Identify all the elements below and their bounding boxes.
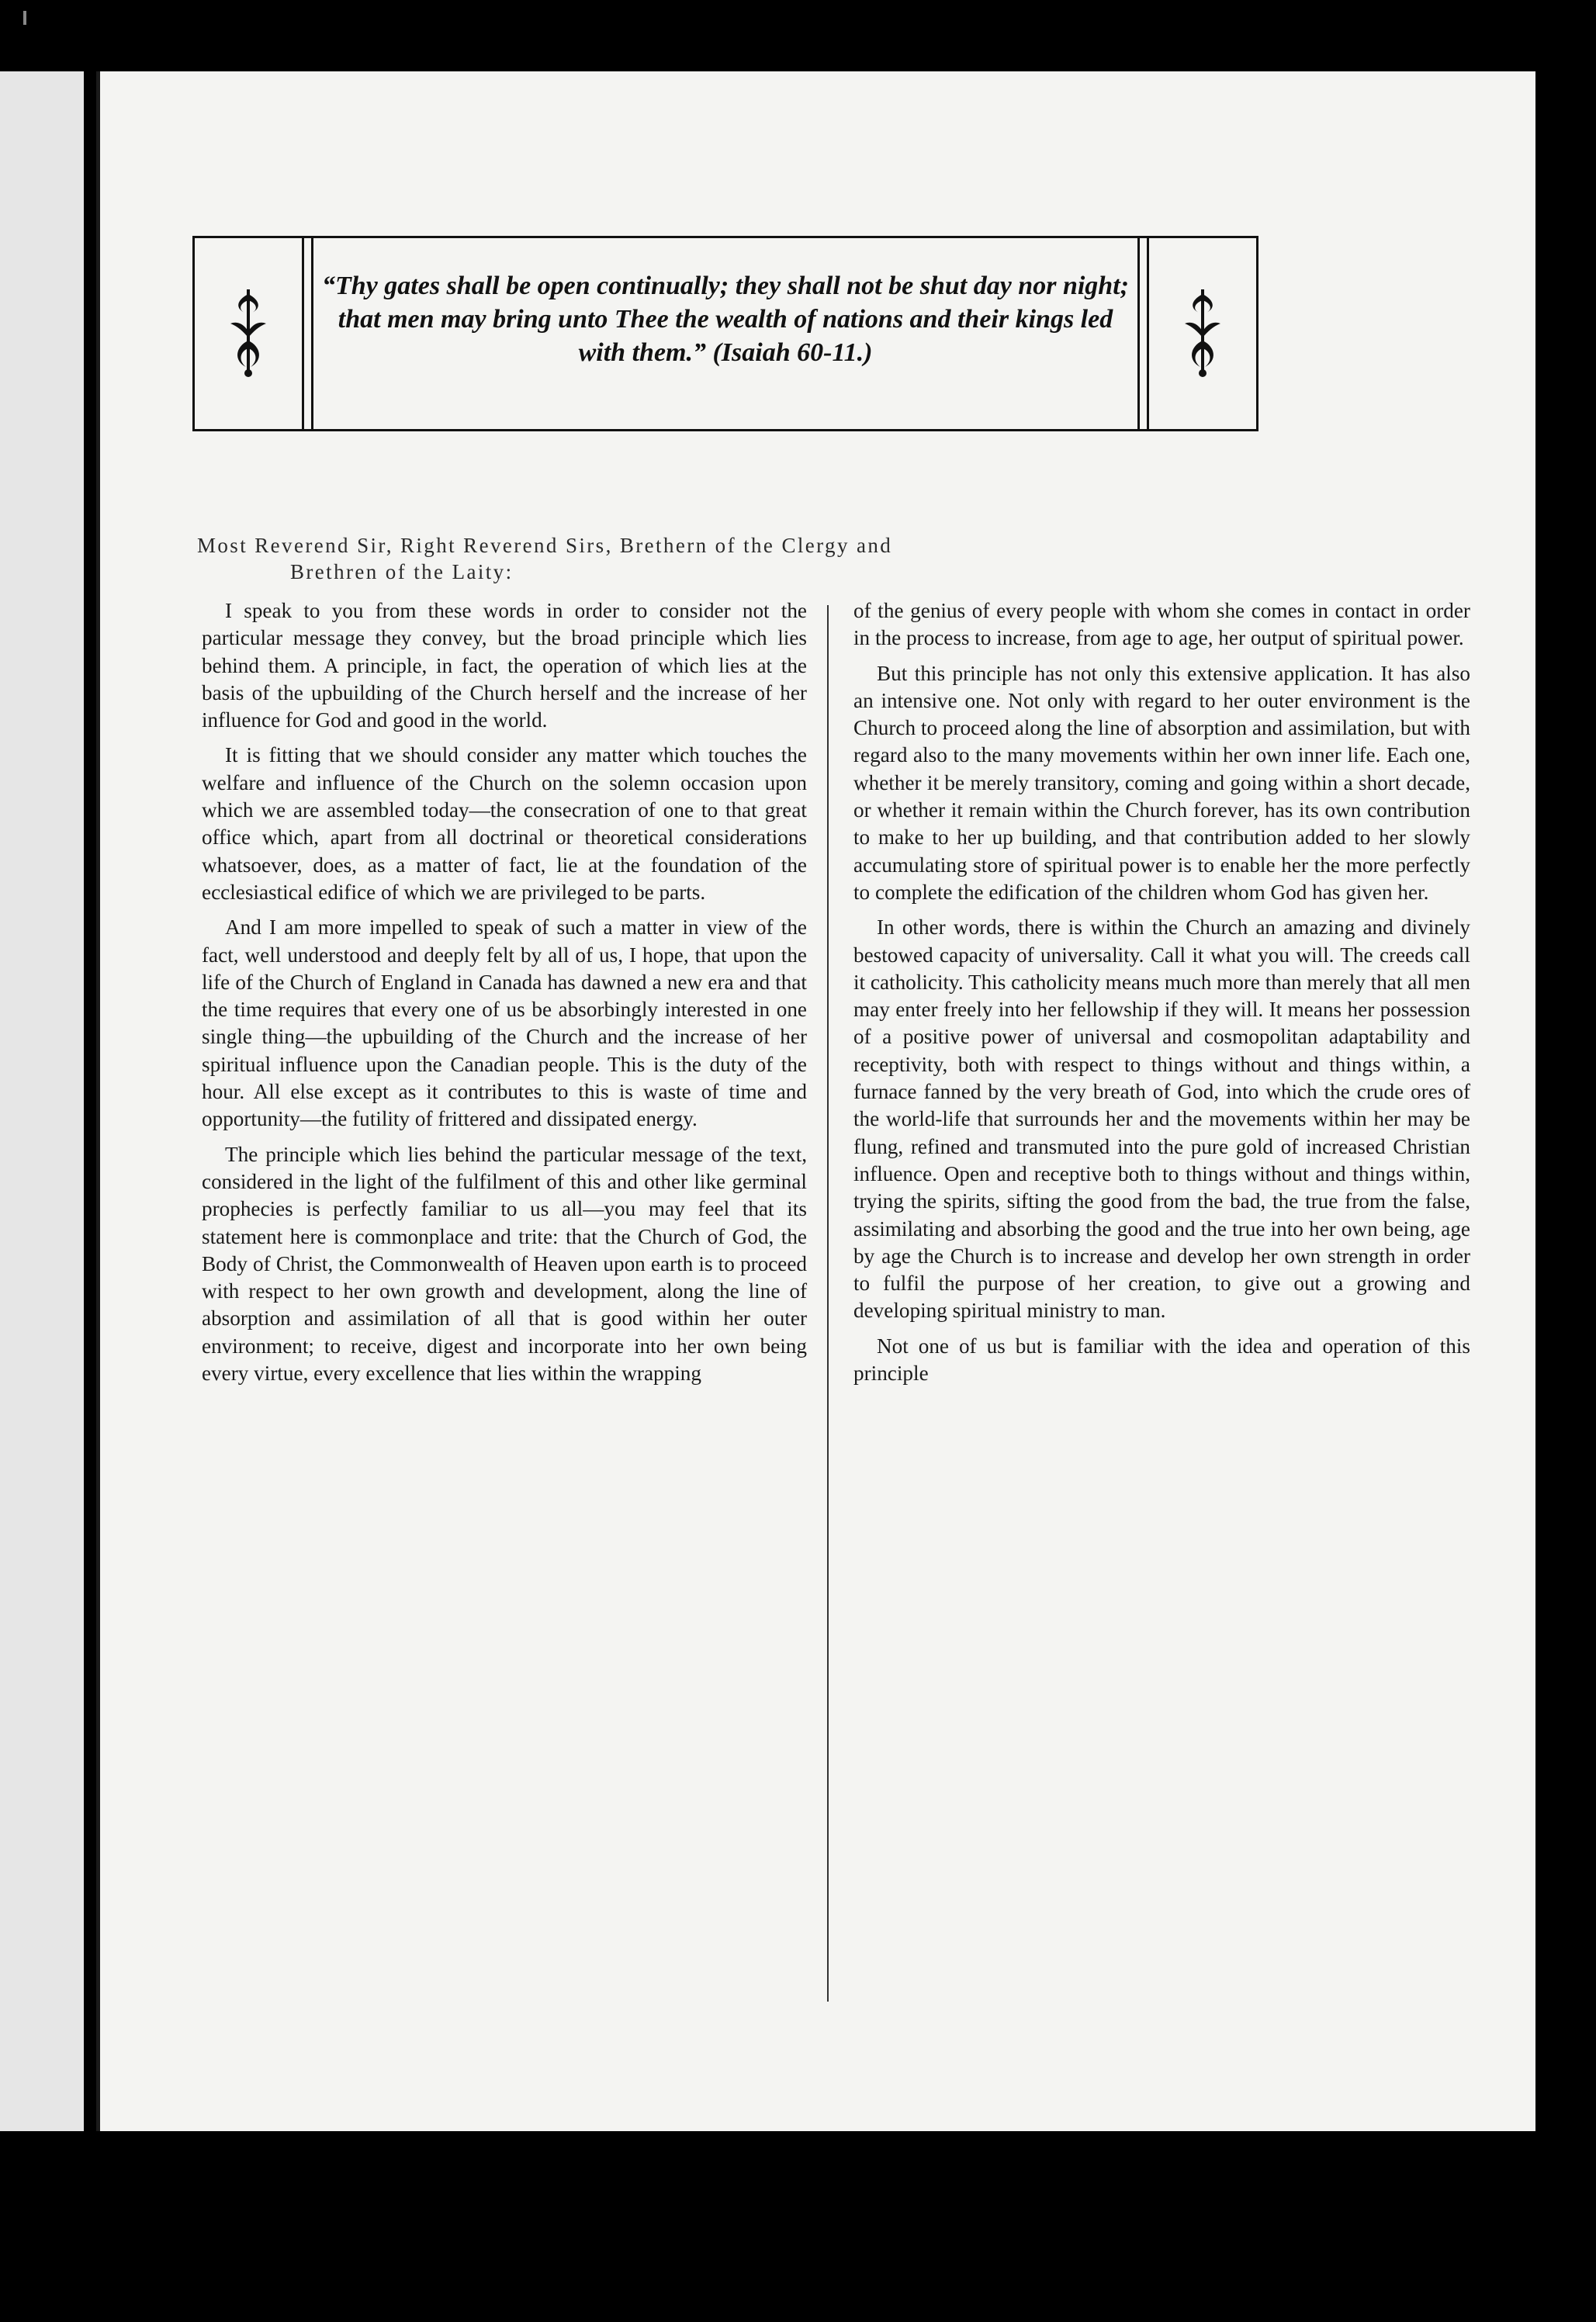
right-column bbox=[853, 597, 1470, 1395]
scripture-quote: “Thy gates shall be open continually; they shall not be shut day nor night; that men may bring unto Thee the wealth of nations and their kings led with them.” (Isaiah 60-11.) bbox=[322, 272, 1129, 367]
paragraph: But this principle has not only this extensive application. It has also an intensive one. Not only with regard to her outer environment is the Church to proceed along the line of absorption and assimilation, but with regard also to the many movements within her own inner life. Each one, whether it be merely transitory, coming and going within a short decade, or whether it remain within the Church forever, has its own contribution to make to her up building, and that contribution added to her slowly accumulating store of spiritual power is to enable her the more perfectly to complete the edification of the children whom God has given her. bbox=[853, 661, 1470, 904]
paragraph: The principle which lies behind the particular message of the text, considered in the light of the fulfilment of this and other like germinal prophecies is perfectly familiar to us all—you may feel that its statement here is commonplace and trite: that the Church of God, the Body of Christ, the Commonwealth of Heaven upon earth is to proceed with respect to her own growth and development, along the line of absorption and assimilation of all that is good within her outer environment; to receive, digest and incorporate into her own being every virtue, every excellence that lies within the wrapping bbox=[202, 1142, 807, 1386]
box-rule bbox=[1147, 238, 1149, 429]
scripture-quote-box bbox=[192, 236, 1258, 431]
paragraph: of the genius of every people with whom she comes in contact in order in the process to increase, from age to age, her output of spiritual power. bbox=[853, 599, 1470, 650]
salutation-line-2: Brethren of the Laity: bbox=[290, 560, 514, 583]
adjacent-page-edge bbox=[0, 71, 84, 2131]
box-rule bbox=[302, 238, 304, 429]
paragraph: It is fitting that we should consider any matter which touches the welfare and influence of the Church on the solemn occasion upon which we are assembled today—the consecration of one to that great office which, apart from all doctrinal or theoretical considerations whatsoever, does, as a matter of fact, lie at the foundation of the ecclesiastical edifice of which we are privileged to be parts. bbox=[202, 743, 807, 904]
left-column bbox=[202, 597, 807, 1395]
right-ornament-icon bbox=[1175, 286, 1230, 379]
box-rule bbox=[1137, 238, 1140, 429]
box-rule bbox=[311, 238, 313, 429]
left-ornament-icon bbox=[221, 286, 275, 379]
paragraph: In other words, there is within the Church an amazing and divinely bestowed capacity of universality. Call it what you will. The creeds call it catholicity. This catholicity means much more than merely that all men may enter freely into her fellowship if they will. It means her possession of a positive power of universal and cosmopolitan adaptability and receptivity, both with respect to things without and things within, a furnace fanned by the very breath of God, into which the crude ores of the world-life that surrounds her and the movements within her may be flung, refined and transmuted into the pure gold of increased Christian influence. Open and receptive both to things without and things within, trying the spirits, sifting the good from the bad, the true from the false, assimilating and absorbing the good and the true into her own being, age by age the Church is to increase and develop her own strength in order to fulfil the purpose of her creation, to give out a growing and developing spiritual ministry to man. bbox=[853, 915, 1471, 1323]
salutation bbox=[197, 532, 1314, 585]
column-divider bbox=[827, 605, 829, 2002]
paragraph: Not one of us but is familiar with the idea and operation of this principle bbox=[853, 1334, 1470, 1386]
salutation-line-1: Most Reverend Sir, Right Reverend Sirs, Brethern of the Clergy and bbox=[197, 534, 893, 557]
paragraph: And I am more impelled to speak of such a matter in view of the fact, well understood and deeply felt by all of us, I hope, that upon the life of the Church of England in Canada has dawned a new era and that the time requires that every one of us be absorbingly interested in one single thing—the upbuilding of the Church and the increase of her spiritual influence upon the Canadian people. This is the duty of the hour. All else except as it contributes to this is waste of time and opportunity—the futility of frittered and dissipated energy. bbox=[202, 915, 807, 1131]
paragraph: I speak to you from these words in order to consider not the particular message they convey, but the broad principle which lies behind them. A principle, in fact, the operation of which lies at the basis of the upbuilding of the Church herself and the increase of her influence for God and good in the world. bbox=[202, 599, 807, 732]
scan-mark bbox=[23, 11, 26, 25]
